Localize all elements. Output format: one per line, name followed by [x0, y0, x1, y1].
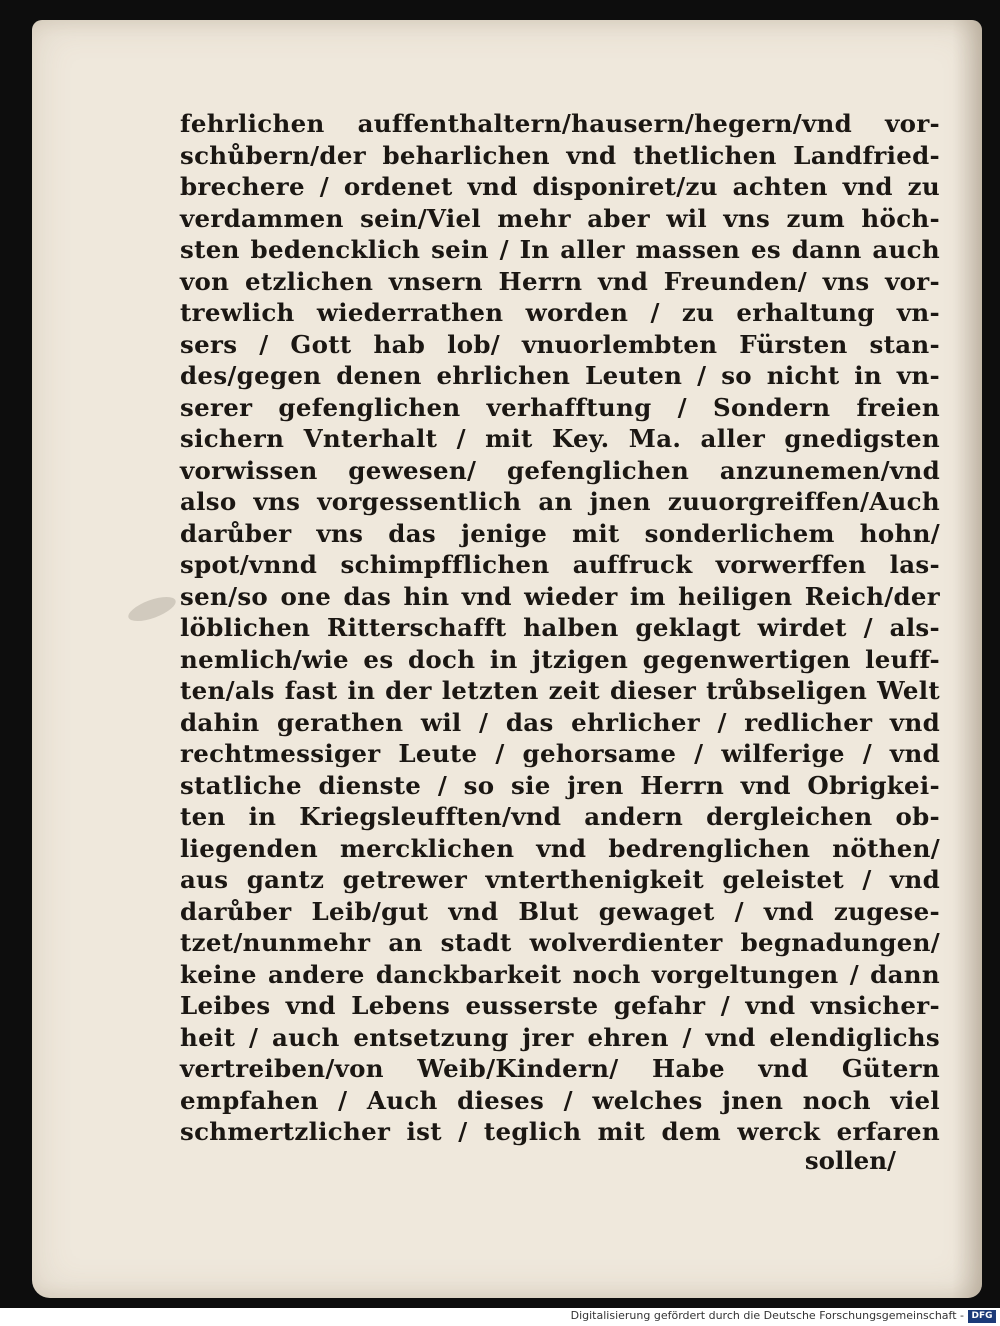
text-line: darůber Leib/gut vnd Blut gewaget / vnd zugese-	[180, 896, 940, 926]
book-page	[32, 20, 982, 1298]
paper-stain	[125, 592, 178, 626]
dfg-logo-icon: DFG	[968, 1310, 996, 1323]
text-line: sen/so one das hin vnd wieder im heiligen Reich/der	[180, 581, 940, 611]
page-gutter-shadow	[952, 20, 982, 1298]
text-line: also vns vorgessentlich an jnen zuuorgreiffen/Auch	[180, 487, 940, 516]
text-line: brechere / ordenet vnd disponiret/zu achten vnd zu	[180, 172, 940, 201]
text-line: löblichen Ritterschafft halben geklagt wirdet / als-	[180, 613, 940, 642]
text-line: keine andere danckbarkeit noch vorgeltungen / dann	[180, 959, 940, 989]
text-line: tzet/nunmehr an stadt wolverdienter begnadungen/	[180, 928, 940, 957]
text-line: von etzlichen vnsern Herrn vnd Freunden/ vns vor-	[180, 266, 940, 296]
catchword: sollen/	[804, 1146, 896, 1175]
body-text	[180, 108, 940, 1148]
text-line: rechtmessiger Leute / gehorsame / wilferige / vnd	[180, 739, 940, 768]
text-line: empfahen / Auch dieses / welches jnen noch viel	[180, 1085, 940, 1115]
text-line: sten bedencklich sein / In aller massen es dann auch	[180, 235, 940, 264]
text-line: darůber vns das jenige mit sonderlichem hohn/	[180, 518, 940, 548]
funding-credit: Digitalisierung gefördert durch die Deutsche Forschungsgemeinschaft -	[570, 1309, 964, 1322]
text-line: ten/als fast in der letzten zeit dieser trůbseligen Welt	[180, 676, 940, 705]
text-line: des/gegen denen ehrlichen Leuten / so nicht in vn-	[180, 361, 940, 390]
text-line: fehrlichen auffenthaltern/hausern/hegern/vnd vor-	[180, 109, 940, 138]
text-line: trewlich wiederrathen worden / zu erhaltung vn-	[180, 298, 940, 327]
footer-bar	[0, 1308, 1000, 1326]
text-line: sichern Vnterhalt / mit Key. Ma. aller gnedigsten	[180, 424, 940, 453]
text-line: heit / auch entsetzung jrer ehren / vnd elendiglichs	[180, 1022, 940, 1052]
text-line: spot/vnnd schimpfflichen auffruck vorwerffen las-	[180, 550, 940, 579]
text-line: vertreiben/von Weib/Kindern/ Habe vnd Gütern	[180, 1054, 940, 1083]
text-line: ten in Kriegsleufften/vnd andern dergleichen ob-	[180, 802, 940, 831]
text-line: dahin gerathen wil / das ehrlicher / redlicher vnd	[180, 707, 940, 737]
text-line: schmertzlicher ist / teglich mit dem werck erfaren	[180, 1117, 940, 1146]
text-line: sers / Gott hab lob/ vnuorlembten Fürsten stan-	[180, 329, 940, 359]
text-line: serer gefenglichen verhafftung / Sondern freien	[180, 392, 940, 422]
text-line: schůbern/der beharlichen vnd thetlichen Landfried-	[180, 140, 940, 170]
text-line: statliche dienste / so sie jren Herrn vnd Obrigkei-	[180, 770, 940, 800]
text-line: liegenden mercklichen vnd bedrenglichen nöthen/	[180, 833, 940, 863]
text-line: vorwissen gewesen/ gefenglichen anzunemen/vnd	[180, 455, 940, 485]
text-line: aus gantz getrewer vnterthenigkeit geleistet / vnd	[180, 865, 940, 894]
text-line: nemlich/wie es doch in jtzigen gegenwertigen leuff-	[180, 644, 940, 674]
text-line: Leibes vnd Lebens eusserste gefahr / vnd vnsicher-	[180, 991, 940, 1020]
text-line: verdammen sein/Viel mehr aber wil vns zum höch-	[180, 203, 940, 233]
